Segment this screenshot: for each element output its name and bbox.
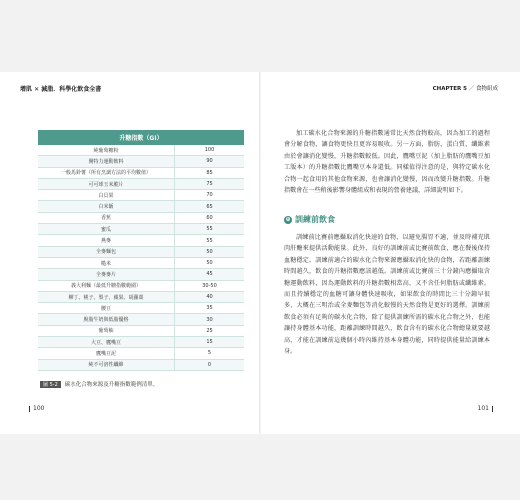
figure-caption	[40, 380, 158, 388]
paragraph-1	[284, 128, 490, 196]
food-cell: 義大利麵（最低升糖指數範圍）	[38, 280, 175, 291]
gi-value-cell: 100	[175, 145, 245, 156]
gi-table-row	[38, 235, 244, 246]
gi-table-row	[38, 303, 244, 314]
food-cell: 可可球玉米脆片	[38, 178, 175, 189]
chapter-label: CHAPTER 5	[432, 86, 467, 92]
gi-table-row	[38, 145, 244, 156]
gi-table-row	[38, 212, 244, 223]
gi-value-cell: 40	[175, 291, 245, 302]
running-header-left: 增肌 ✕ 減脂．科學化飲食全書	[20, 86, 102, 93]
food-cell: 白貝果	[38, 190, 175, 201]
food-cell: 一般馬鈴薯（所有烹調方法的平均數值）	[38, 167, 175, 178]
gi-value-cell: 70	[175, 190, 245, 201]
gi-table-row	[38, 257, 244, 268]
paragraph-2-text: 訓練前比賽前應攝取消化快速的食物，以避免腸胃不適，並及時補充肌肉肝醣來提供活動能量。此外，良好的訓練前或比賽前飲食，應在餐後保持血糖穩定。訓練前適合的碳水化合物來源應攝取消化快的食物，若距離訓練時間越久，飲食的升糖指數應該越低。訓練前或比賽前三十分鐘內應攝取含糖運動飲料，因為運動飲料的升糖指數相當高，又不含任何脂肪或纖維素。而且持續穩定的血糖可讓身體快速吸收，如果飲食的時間比三十分鐘早很多，大概在三明治或全麥麵包等消化較慢的天然食物是更好的選擇。訓練前飲食必須有足夠的碳水化合物，除了提供訓練所需的碳水化合物之外，也能讓持身體基本功能，距離訓練時間越久，飲食含有的碳水化合物總量就要越高，才能在訓練前這幾個小時內維持基本身體功能，同時提供能量給訓練本身。	[284, 234, 490, 356]
gi-value-cell: 45	[175, 269, 245, 280]
section-icon: ⊕	[285, 216, 291, 223]
gi-value-cell: 55	[175, 224, 245, 235]
food-cell: 純葡萄糖粉	[38, 145, 175, 156]
gi-table	[38, 130, 244, 371]
food-cell: 蜜瓜	[38, 224, 175, 235]
section-heading-text: 訓練前飲食	[295, 215, 335, 224]
gi-table-row	[38, 291, 244, 302]
figure-caption-text: 碳水化合物來源及升糖指數範例清單。	[64, 382, 159, 388]
figure-tag: 圖 5-2	[40, 381, 61, 388]
page-number-left-text: 100	[33, 405, 45, 412]
food-cell: 香蕉	[38, 212, 175, 223]
page-number-right-text: 101	[477, 405, 489, 412]
gi-value-cell: 30-50	[175, 280, 245, 291]
food-cell: 純不可溶性纖維	[38, 359, 175, 370]
gi-table-row	[38, 201, 244, 212]
gi-value-cell: 50	[175, 246, 245, 257]
gi-table-row	[38, 178, 244, 189]
gi-value-cell: 25	[175, 325, 245, 336]
gi-table-header: 升糖指數（GI）	[38, 130, 244, 145]
page-number-left	[26, 405, 44, 412]
chapter-title: ／ 食物組成	[468, 86, 498, 92]
food-cell: 鷹嘴豆泥	[38, 348, 175, 359]
gi-value-cell: 50	[175, 257, 245, 268]
gi-table-row	[38, 167, 244, 178]
running-header-right	[433, 84, 498, 92]
gi-value-cell: 35	[175, 303, 245, 314]
gi-table-row	[38, 269, 244, 280]
food-cell: 大豆、鷹嘴豆	[38, 337, 175, 348]
gi-value-cell: 15	[175, 337, 245, 348]
gi-table-row	[38, 156, 244, 167]
gi-table-row	[38, 337, 244, 348]
gi-table-row	[38, 246, 244, 257]
gi-value-cell: 55	[175, 235, 245, 246]
gi-table-row	[38, 280, 244, 291]
gi-value-cell: 5	[175, 348, 245, 359]
food-cell: 糙米	[38, 257, 175, 268]
page-number-right	[478, 405, 496, 412]
food-cell: 白米飯	[38, 201, 175, 212]
gi-table-row	[38, 325, 244, 336]
gi-value-cell: 85	[175, 167, 245, 178]
paragraph-2	[284, 232, 490, 357]
gi-table-row	[38, 348, 244, 359]
gi-value-cell: 0	[175, 359, 245, 370]
gi-table-row	[38, 314, 244, 325]
food-cell: 開特力運動飲料	[38, 156, 175, 167]
paragraph-1-text: 加工碳水化合物來源的升糖指數通常比天然食物較高，因為加工的過程會分解食物，讓食物更快且更容易吸收。另一方面，脂肪、蛋白質、纖維素由於會讓消化變慢，升糖指數較低。因此，鷹嘴豆泥（加上脂肪的鷹嘴豆加工版本）的升糖指數比鷹嘴豆本身還低。同樣值得注意的是，與特定碳水化合物一起食用的其他食物來源，也會讓消化變慢，因而改變升糖指數。升糖指數會在一些稍後影響身體組成和表現的營養建議，詳細說明如下。	[284, 130, 490, 195]
gi-value-cell: 75	[175, 178, 245, 189]
book-fold	[259, 72, 261, 434]
gi-table-row	[38, 359, 244, 370]
food-cell: 柳丁、桃子、梨子、蘋果、胡蘿蔔	[38, 291, 175, 302]
gi-value-cell: 60	[175, 212, 245, 223]
food-cell: 全麥麥片	[38, 269, 175, 280]
food-cell: 葡萄柚	[38, 325, 175, 336]
gi-value-cell: 30	[175, 314, 245, 325]
food-cell: 脫脂牛奶與低脂優格	[38, 314, 175, 325]
gi-value-cell: 65	[175, 201, 245, 212]
gi-value-cell: 90	[175, 156, 245, 167]
gi-table-row	[38, 224, 244, 235]
gi-table-row	[38, 190, 244, 201]
section-heading	[284, 214, 335, 225]
food-cell: 全麥麵包	[38, 246, 175, 257]
food-cell: 燕麥	[38, 235, 175, 246]
food-cell: 腰豆	[38, 303, 175, 314]
